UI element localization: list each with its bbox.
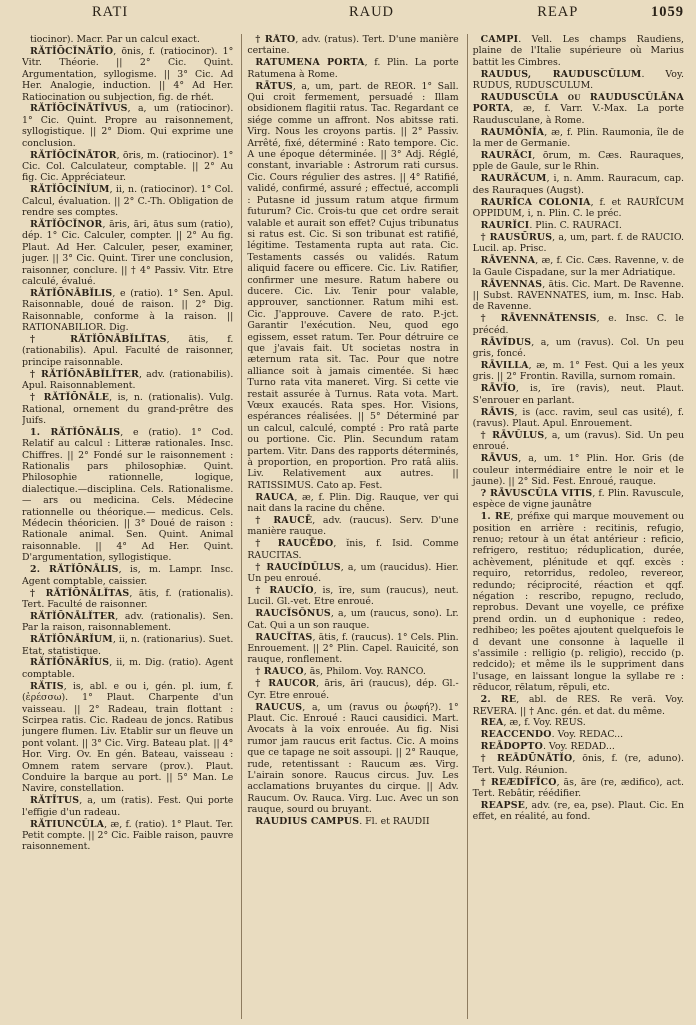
entry-definition: , adv. (re, ea, pse). Plaut. Cic. En effet, en réalité, au fond. xyxy=(472,799,684,823)
entry-headword: REACCENDO xyxy=(480,729,552,741)
entry-definition: , ōnis, f. (ratiocinor). 1° Vitr. Théorie. || 2° Cic. Quint. Argumentation, syllogisme. || 3° Cic. Ad Her. Analogie, induction. || 4° Ad Her. Ratiocination ou subjection, fig. de rhét. xyxy=(22,45,234,103)
dictionary-entry xyxy=(247,538,458,561)
entry-definition: , a, um (ravus ou ῥωφή?). 1° Plaut. Cic. Enroué : Rauci causidici. Mart. Avocats à la voix enrouée. Au fig. Nisi rumor jam raucus erit factus. Cic. A moins que ce tapage ne soit assoupi. || 2° Rauque, rude, retentissant : Raucum æs. Virg. L'airain sonore. Raucus circus. Juv. Les acclamations bruyantes du cirque. || Adv. Raucum. Ov. Rauca. Virg. Luc. Avec un son rauque, sourd ou bruyant. xyxy=(247,701,459,816)
entry-headword: RAUDUSCŬLA ou RAUDUSCŬLĀNA PORTA xyxy=(472,92,684,115)
dictionary-entry xyxy=(22,34,233,45)
entry-headword: REĀDOPTO xyxy=(480,741,543,753)
entry-definition: , adv. (raucus). Serv. D'une manière rauque. xyxy=(247,515,459,538)
dictionary-entry xyxy=(473,407,684,430)
entry-headword: RĂTĬŌNĀLĬTER xyxy=(30,610,116,622)
dictionary-entry xyxy=(247,562,458,585)
dictionary-entry xyxy=(473,383,684,406)
dictionary-entry xyxy=(22,819,233,853)
entry-headword: † RĂTĬŌNĀBĬLĬTAS xyxy=(30,334,167,346)
entry-definition: , ii, n. (ratiocinor). 1° Col. Calcul, évaluation. || 2° C.-Th. Obligation de rendre ses comptes. xyxy=(22,184,234,219)
entry-definition: , æ, f. Plin. Dig. Rauque, ver qui nait dans la racine du chêne. xyxy=(247,491,459,515)
entry-headword: † RAUCĬDŬLUS xyxy=(255,561,341,573)
dictionary-entry xyxy=(247,34,458,57)
dictionary-entry xyxy=(473,232,684,255)
entry-headword: RĂTĬŌNĀRĬUM xyxy=(30,634,113,646)
entry-definition: , adv. (rationabilis). Apul. Raisonnablement. xyxy=(22,368,234,392)
dictionary-entry xyxy=(473,313,684,336)
entry-headword: † RAUCOR xyxy=(255,678,317,690)
entry-definition: , æ, f. Varr. V.-Max. La porte Raudusculane, à Rome. xyxy=(472,103,684,126)
entry-definition: , e. Insc. C. le précéd. xyxy=(472,313,684,336)
dictionary-entry xyxy=(22,150,233,184)
text-columns xyxy=(22,34,684,1019)
entry-definition: . Voy. RUDUS, RUDUSCULUM. xyxy=(472,68,684,92)
entry-headword: † RĂTĬŌNĀLE xyxy=(30,392,110,404)
dictionary-entry xyxy=(22,369,233,392)
entry-headword: RAUDUS, RAUDUSCŬLUM xyxy=(480,68,642,80)
entry-definition: . Plin. C. RAURACI. xyxy=(529,220,622,231)
entry-definition: . Vell. Les champs Raudiens, plaine de l'Italie supérieure où Marius battit les Cimbres. xyxy=(472,34,684,68)
dictionary-entry xyxy=(22,564,233,587)
dictionary-entry xyxy=(247,702,458,816)
dictionary-entry xyxy=(473,197,684,220)
entry-definition: , āris, āri (raucus), dép. Gl.-Cyr. Etre enroué. xyxy=(247,678,459,701)
dictionary-entry xyxy=(473,800,684,823)
entry-definition: , a, um (raucus, sono). Lr. Cat. Qui a un son rauque. xyxy=(247,608,459,631)
entry-definition: , is, m. Lampr. Insc. Agent comptable, caissier. xyxy=(22,564,234,587)
dictionary-entry xyxy=(247,81,458,492)
entry-headword: RĀVILLA xyxy=(480,359,529,371)
dictionary-entry xyxy=(473,777,684,800)
entry-definition: , is, abl. e ou i, gén. pl. ium, f. (ἐρέσσω). 1° Plaut. Charpente d'un vaisseau. || 2° Radeau, train flottant : Scirpea ratis. Cic. Radeau de joncs. Ratibus jungere flumen. Liv. Etablir sur un fleuve un pont volant. || 3° Cic. Virg. Bateau plat. || 4° Hor. Virg. Ov. En gén. Bateau, vaisseau : Omnem ratem servare (prov.). Plaut. Conduire la barque au port. || 5° Man. Le Navire, constellation. xyxy=(22,680,234,795)
dictionary-entry xyxy=(473,34,684,68)
entry-definition: , e (ratio). 1° Cod. Relatif au calcul : Litteræ rationales. Insc. Chiffres. || 2° Fondé sur le raisonnement : Rationalis pars philosophiæ. Quint. Philosophie rationnelle, logique, dialectique.—disciplina. Cels. Rationalisme.— ars ou medicina. Cels. Médecine rationnelle ou théorique.— medicus. Cels. Médecin théoricien. || 3° Doué de raison : Rationale animal. Sen. Quint. Animal raisonnable. || 4° Ad Her. Quint. D'argumentation, syllogistique. xyxy=(22,426,234,564)
dictionary-entry xyxy=(473,279,684,313)
entry-definition: . Voy. REDAC... xyxy=(551,729,624,741)
entry-headword: RĂTĬŌCĬNĬUM xyxy=(30,184,110,196)
entry-definition: , ii, n. (rationarius). Suet. Etat, statistique. xyxy=(22,634,234,657)
entry-headword: 2. RĂTĬŌNĀLIS xyxy=(30,564,119,576)
entry-headword: RĂTIS xyxy=(30,680,64,692)
entry-headword: RAUCUS xyxy=(255,701,303,713)
entry-headword: † RAUCO xyxy=(255,666,304,678)
column-right xyxy=(467,34,684,1019)
entry-headword: RĂTĬŌCĬNĀTĪVUS xyxy=(30,103,128,115)
dictionary-entry xyxy=(247,57,458,80)
entry-headword: RAURĬCA COLONIA xyxy=(480,196,591,208)
entry-headword: † RAUCĒ xyxy=(255,515,313,527)
entry-headword: RĀVIS xyxy=(480,406,515,418)
page-number: 1059 xyxy=(650,4,684,20)
dictionary-entry xyxy=(247,492,458,515)
entry-headword: RĀVUS xyxy=(480,453,519,465)
entry-headword: RĂTĬŌCĬNĀTĬO xyxy=(30,45,114,57)
dictionary-entry xyxy=(247,632,458,666)
entry-definition: , adv. (ratus). Tert. D'une manière certaine. xyxy=(247,34,459,57)
dictionary-entry xyxy=(473,430,684,453)
dictionary-entry xyxy=(473,694,684,717)
entry-definition: , f. Plin. Ravuscule, espèce de vigne jaunâtre xyxy=(472,487,684,511)
entry-headword: RAURĂCUM xyxy=(480,173,547,185)
dictionary-entry xyxy=(473,150,684,173)
entry-definition: , ātis, f. (rationalis). Tert. Faculté de raisonner. xyxy=(22,587,234,610)
entry-definition: , æ, f. (ratio). 1° Plaut. Ter. Petit compte. || 2° Cic. Faible raison, pauvre raisonnement. xyxy=(22,818,234,853)
entry-headword: † RĀTO xyxy=(255,34,296,45)
dictionary-entry xyxy=(247,608,458,631)
entry-headword: † RĀVŬLUS xyxy=(480,429,545,441)
entry-definition: , æ, f. Plin. Raumonia, île de la mer de Germanie. xyxy=(472,126,684,150)
entry-definition: , f. Plin. La porte Ratumena à Rome. xyxy=(247,57,459,80)
entry-definition: , ii, m. Dig. (ratio). Agent comptable. xyxy=(22,657,234,680)
entry-headword: RĂTĬŌNĀRĬUS xyxy=(30,657,110,669)
entry-headword: † RĂTĬŌNĀBĬLĬTER xyxy=(30,368,139,380)
entry-headword: REAPSE xyxy=(480,799,526,811)
entry-headword: † RAUCĬO xyxy=(255,585,314,596)
entry-definition: , is, īre, sum (raucus), neut. Lucil. Gl.-vet. Etre enroué. xyxy=(247,585,459,608)
dictionary-entry xyxy=(473,337,684,360)
entry-definition: , ātis, f. (raucus). 1° Cels. Plin. Enrouement. || 2° Plin. Capel. Rauicité, son rauque, ronflement. xyxy=(247,631,459,666)
entry-definition: . Fl. et RAUDII xyxy=(359,816,430,828)
entry-headword: † RAUCĒDO xyxy=(255,538,334,550)
dictionary-entry xyxy=(22,103,233,149)
dictionary-entry xyxy=(247,678,458,701)
dictionary-entry xyxy=(22,681,233,795)
dictionary-entry xyxy=(473,127,684,150)
dictionary-entry xyxy=(22,634,233,657)
running-header xyxy=(22,4,684,34)
dictionary-entry xyxy=(473,741,684,752)
entry-definition: . Voy. REDAD... xyxy=(542,741,615,753)
entry-headword: RAURĬCI xyxy=(480,220,530,231)
header-left-guide-word: RATI xyxy=(92,4,129,20)
entry-headword: † RAUSŪRUS xyxy=(480,231,553,243)
dictionary-entry xyxy=(247,585,458,608)
entry-definition: , a, um (ravus). Sid. Un peu enroué. xyxy=(472,429,684,453)
entry-headword: CAMPI xyxy=(480,34,519,45)
entry-headword: RĂTĬŌCĬNĀTOR xyxy=(30,149,117,161)
entry-definition: , a, um, part. f. de RAUCIO. Lucil. ap. Prisc. xyxy=(472,231,684,255)
entry-definition: , is, īre (ravis), neut. Plaut. S'enrouer en parlant. xyxy=(472,383,684,406)
dictionary-entry xyxy=(22,795,233,818)
column-left xyxy=(22,34,233,1019)
entry-definition: , a, um (ratis). Fest. Qui porte l'effigie d'un radeau. xyxy=(22,795,234,818)
entry-definition: , a, um (raucidus). Hier. Un peu enroué. xyxy=(247,561,459,585)
entry-definition: , ātis. Cic. Mart. De Ravenne. || Subst. RAVENNATES, ium, m. Insc. Hab. de Ravenne. xyxy=(472,278,684,313)
entry-definition: , æ, f. Voy. REUS. xyxy=(503,717,586,729)
entry-definition: , abl. de RES. Re verā. Voy. REVERA. || † Anc. gén. et dat. du même. xyxy=(472,694,684,717)
entry-headword: RATUMENA PORTA xyxy=(255,57,365,69)
entry-headword: ? RĀVUSCŬLA VITIS xyxy=(480,487,593,499)
dictionary-entry xyxy=(22,334,233,368)
entry-headword: RAUCĬSŎNUS xyxy=(255,608,331,620)
entry-definition: , ĭnis, f. Isid. Comme RAUCITAS. xyxy=(247,538,459,561)
dictionary-entry xyxy=(473,511,684,694)
entry-headword: RĂTĪTUS xyxy=(30,795,80,807)
entry-headword: 1. RE xyxy=(480,511,511,523)
entry-headword: REA xyxy=(480,717,504,729)
entry-definition: , āris, āri, ātus sum (ratio), dép. 1° Cic. Calculer, compter. || 2° Au fig. Plaut. Ad Her. Calculer, peser, examiner, juger. || 3° Cic. Quint. Tirer une conclusion, raisonner, conclure. || † 4° Passiv. Vitr. Etre calculé, évalué. xyxy=(22,219,234,288)
entry-definition: , æ, m. 1° Fest. Qui a les yeux gris. || 2° Frontin. Ravilla, surnom romain. xyxy=(472,359,684,383)
dictionary-entry xyxy=(473,173,684,196)
entry-headword: RAUCĬTAS xyxy=(255,631,313,643)
dictionary-entry xyxy=(247,515,458,538)
dictionary-entry xyxy=(473,69,684,92)
entry-headword: RAUMŌNĬA xyxy=(480,126,545,138)
entry-headword: † RĀVENNĀTENSIS xyxy=(480,313,597,325)
entry-definition: , ōnis, f. (re, aduno). Tert. Vulg. Réunion. xyxy=(472,753,684,776)
dictionary-entry xyxy=(473,717,684,728)
dictionary-entry xyxy=(22,611,233,634)
entry-definition: , ōris, m. (ratiocinor). 1° Cic. Col. Calculateur, comptable. || 2° Au fig. Cic. Appréciateur. xyxy=(22,149,234,184)
entry-definition: , f. et RAURĬCUM OPPIDUM, i, n. Plin. C. le préc. xyxy=(472,196,684,220)
entry-definition: , i, n. Amm. Rauracum, cap. des Rauraques (Augst). xyxy=(472,173,684,196)
dictionary-entry xyxy=(473,729,684,740)
entry-headword: RĂTĬŌNĀBĬLIS xyxy=(30,287,113,299)
entry-headword: 2. RE xyxy=(480,694,517,706)
dictionary-entry xyxy=(22,588,233,611)
dictionary-entry xyxy=(473,255,684,278)
entry-headword: RAUCA xyxy=(255,491,295,503)
entry-definition: , ātis, f. (rationabilis). Apul. Faculté de raisonner, principe raisonnable. xyxy=(22,334,234,368)
dictionary-entry xyxy=(473,360,684,383)
dictionary-entry xyxy=(22,184,233,218)
dictionary-entry xyxy=(22,46,233,103)
entry-definition: , a, um (ratiocinor). 1° Cic. Quint. Propre au raisonnement, syllogistique. || 2° Diom. Qui exprime une conclusion. xyxy=(22,103,234,149)
dictionary-entry xyxy=(22,219,233,287)
dictionary-entry xyxy=(22,427,233,564)
entry-definition: , is (acc. ravim, seul cas usité), f. (ravus). Plaut. Apul. Enrouement. xyxy=(472,406,684,429)
entry-definition: , ās, āre (re, ædifico), act. Tert. Rebâtir, réédifier. xyxy=(472,776,684,799)
entry-definition: , is, n. (rationalis). Vulg. Rational, ornement du grand-prêtre des Juifs. xyxy=(22,392,234,426)
entry-definition: , e (ratio). 1° Sen. Apul. Raisonnable, doué de raison. || 2° Dig. Raisonnable, conforme à la raison. || RATIONABILIOR. Dig. xyxy=(22,287,234,334)
entry-headword: RĀVĬDUS xyxy=(480,336,532,348)
dictionary-entry xyxy=(22,288,233,334)
entry-headword: RĀVENNAS xyxy=(480,278,543,290)
entry-headword: † REÆDĬFĬCO xyxy=(480,776,557,788)
header-right-guide-word: REAP xyxy=(537,4,579,20)
entry-headword: 1. RĂTĬŌNĀLIS xyxy=(30,426,121,438)
entry-headword: RĀTUS xyxy=(255,80,293,92)
dictionary-entry xyxy=(473,220,684,231)
dictionary-entry xyxy=(473,488,684,511)
entry-definition: , adv. (rationalis). Sen. Par la raison, raisonnablement. xyxy=(22,610,234,634)
entry-headword: RĂTĬŌCĬNOR xyxy=(30,219,103,230)
entry-definition: , a, um. 1° Plin. Hor. Gris (de couleur intermédiaire entre le noir et le jaune). || 2° Sid. Fest. Enroué, rauque. xyxy=(472,453,684,487)
entry-definition: , a, um, part. de REOR. 1° Sall. Qui croit fermement, persuadé : Illam obsidionem flagitii ratus. Tac. Regardant ce siége comme un affront. Nos abitsse rati. Virg. Nous les croyons partis. || 2° Passiv. Arrêté, fixé, déterminé : Rato tempore. Cic. A une époque déterminée. || 3° Adj. Réglé, constant, invariable : Astrorum rati cursus. Cic. Cours régulier des astres. || 4° Ratifié, validé, confirmé, assuré ; effectué, accompli : Putasne id jussum ratum atque firmum futurum? Cic. Crois-tu que cet ordre serait valable et aurait son effet? Cujus tribunatus si ratus est. Cic. Si son tribunat est ratifié, légitime. Testamenta rupta aut rata. Cic. Testaments cassés ou validés. Ratum aliquid facere ou efficere. Cic. Liv. Ratifier, confirmer une mesure. Ratum habere ou ducere. Cic. Liv. Tenir pour valable, approuver, sanctionner. Ratum mihi est. Cic. J'approuve. Cavere de rato. P.-jct. Garantir l'exécution. Neu, quod ego egissem, esset ratum. Ter. Pour détruire ce que j'avais fait. Ut societas nostra in æternum rata sit. Tac. Pour que notre alliance soit à jamais cimentée. Si hæc Turno rata vita maneret. Virg. Si cette vie restait assurée à Turnus. Rata vota. Mart. Vœux exaucés. Rata spes. Hor. Visions, espérances réalisées. || 5° Déterminé par un calcul, calculé, compté : Pro ratâ parte ou portione. Cic. Plin. Secundum ratam partem. Vitr. Dans des rapports déterminés, à proportion, en proportion. Pro ratâ aliis. Liv. Relativement aux autres. || RATISSIMUS. Cato ap. Fest. xyxy=(247,80,459,491)
entry-definition: , ōrum, m. Cæs. Rauraques, pple de Gaule, sur le Rhin. xyxy=(472,150,684,173)
dictionary-entry xyxy=(473,453,684,487)
entry-headword: RĂTIUNCŬLA xyxy=(30,818,105,830)
entry-headword: RAUDIUS CAMPUS xyxy=(255,816,360,828)
entry-definition: , a, um (ravus). Col. Un peu gris, foncé. xyxy=(472,336,684,359)
dictionary-entry xyxy=(473,92,684,126)
entry-headword: RĀVENNA xyxy=(480,255,536,267)
entry-definition: , préfixe qui marque mouvement ou position en arrière : recitinis, refugio, renuo; retour à un état antérieur : reficio, refrigero, restituo; réduplication, durée, achèvement, plénitude et qqf. excès : requiro, retorridus, redoleo, revereor, redundo; réciprocité, réaction et qqf. négation : rescribo, repugno, recludo, reprobus. Devant une voyelle, ce préfixe prend ordin. un d euphonique : redeo, redhibeo; les poëtes ajoutent quelquefois le d devant une consonne à laquelle il s'assimile : relligio (p. religio), reccido (p. redcido); et même ils le suppriment dans l'usage, en laissant longue la syllabe re : rēducor, rēlatum, rēpuli, etc. xyxy=(472,511,684,694)
header-center-guide-word: RAUD xyxy=(348,4,395,20)
dictionary-entry xyxy=(247,816,458,827)
dictionary-entry xyxy=(22,657,233,680)
column-middle xyxy=(241,34,458,1019)
entry-definition: , æ, f. Cic. Cæs. Ravenne, v. de la Gaule Cispadane, sur la mer Adriatique. xyxy=(472,255,684,278)
dictionary-entry xyxy=(247,666,458,677)
dictionary-entry xyxy=(22,392,233,426)
entry-headword: † RĂTĬŌNĀLĬTAS xyxy=(30,587,130,599)
entry-definition: tiocinor). Macr. Par un calcul exact. xyxy=(30,34,200,45)
entry-headword: RAURĂCI xyxy=(480,150,533,162)
entry-headword: RĀVĬO xyxy=(480,383,516,395)
dictionary-entry xyxy=(473,753,684,776)
entry-definition: , ās, Philom. Voy. RANCO. xyxy=(303,666,426,678)
entry-headword: † REĀDŪNĀTĬO xyxy=(480,753,573,765)
